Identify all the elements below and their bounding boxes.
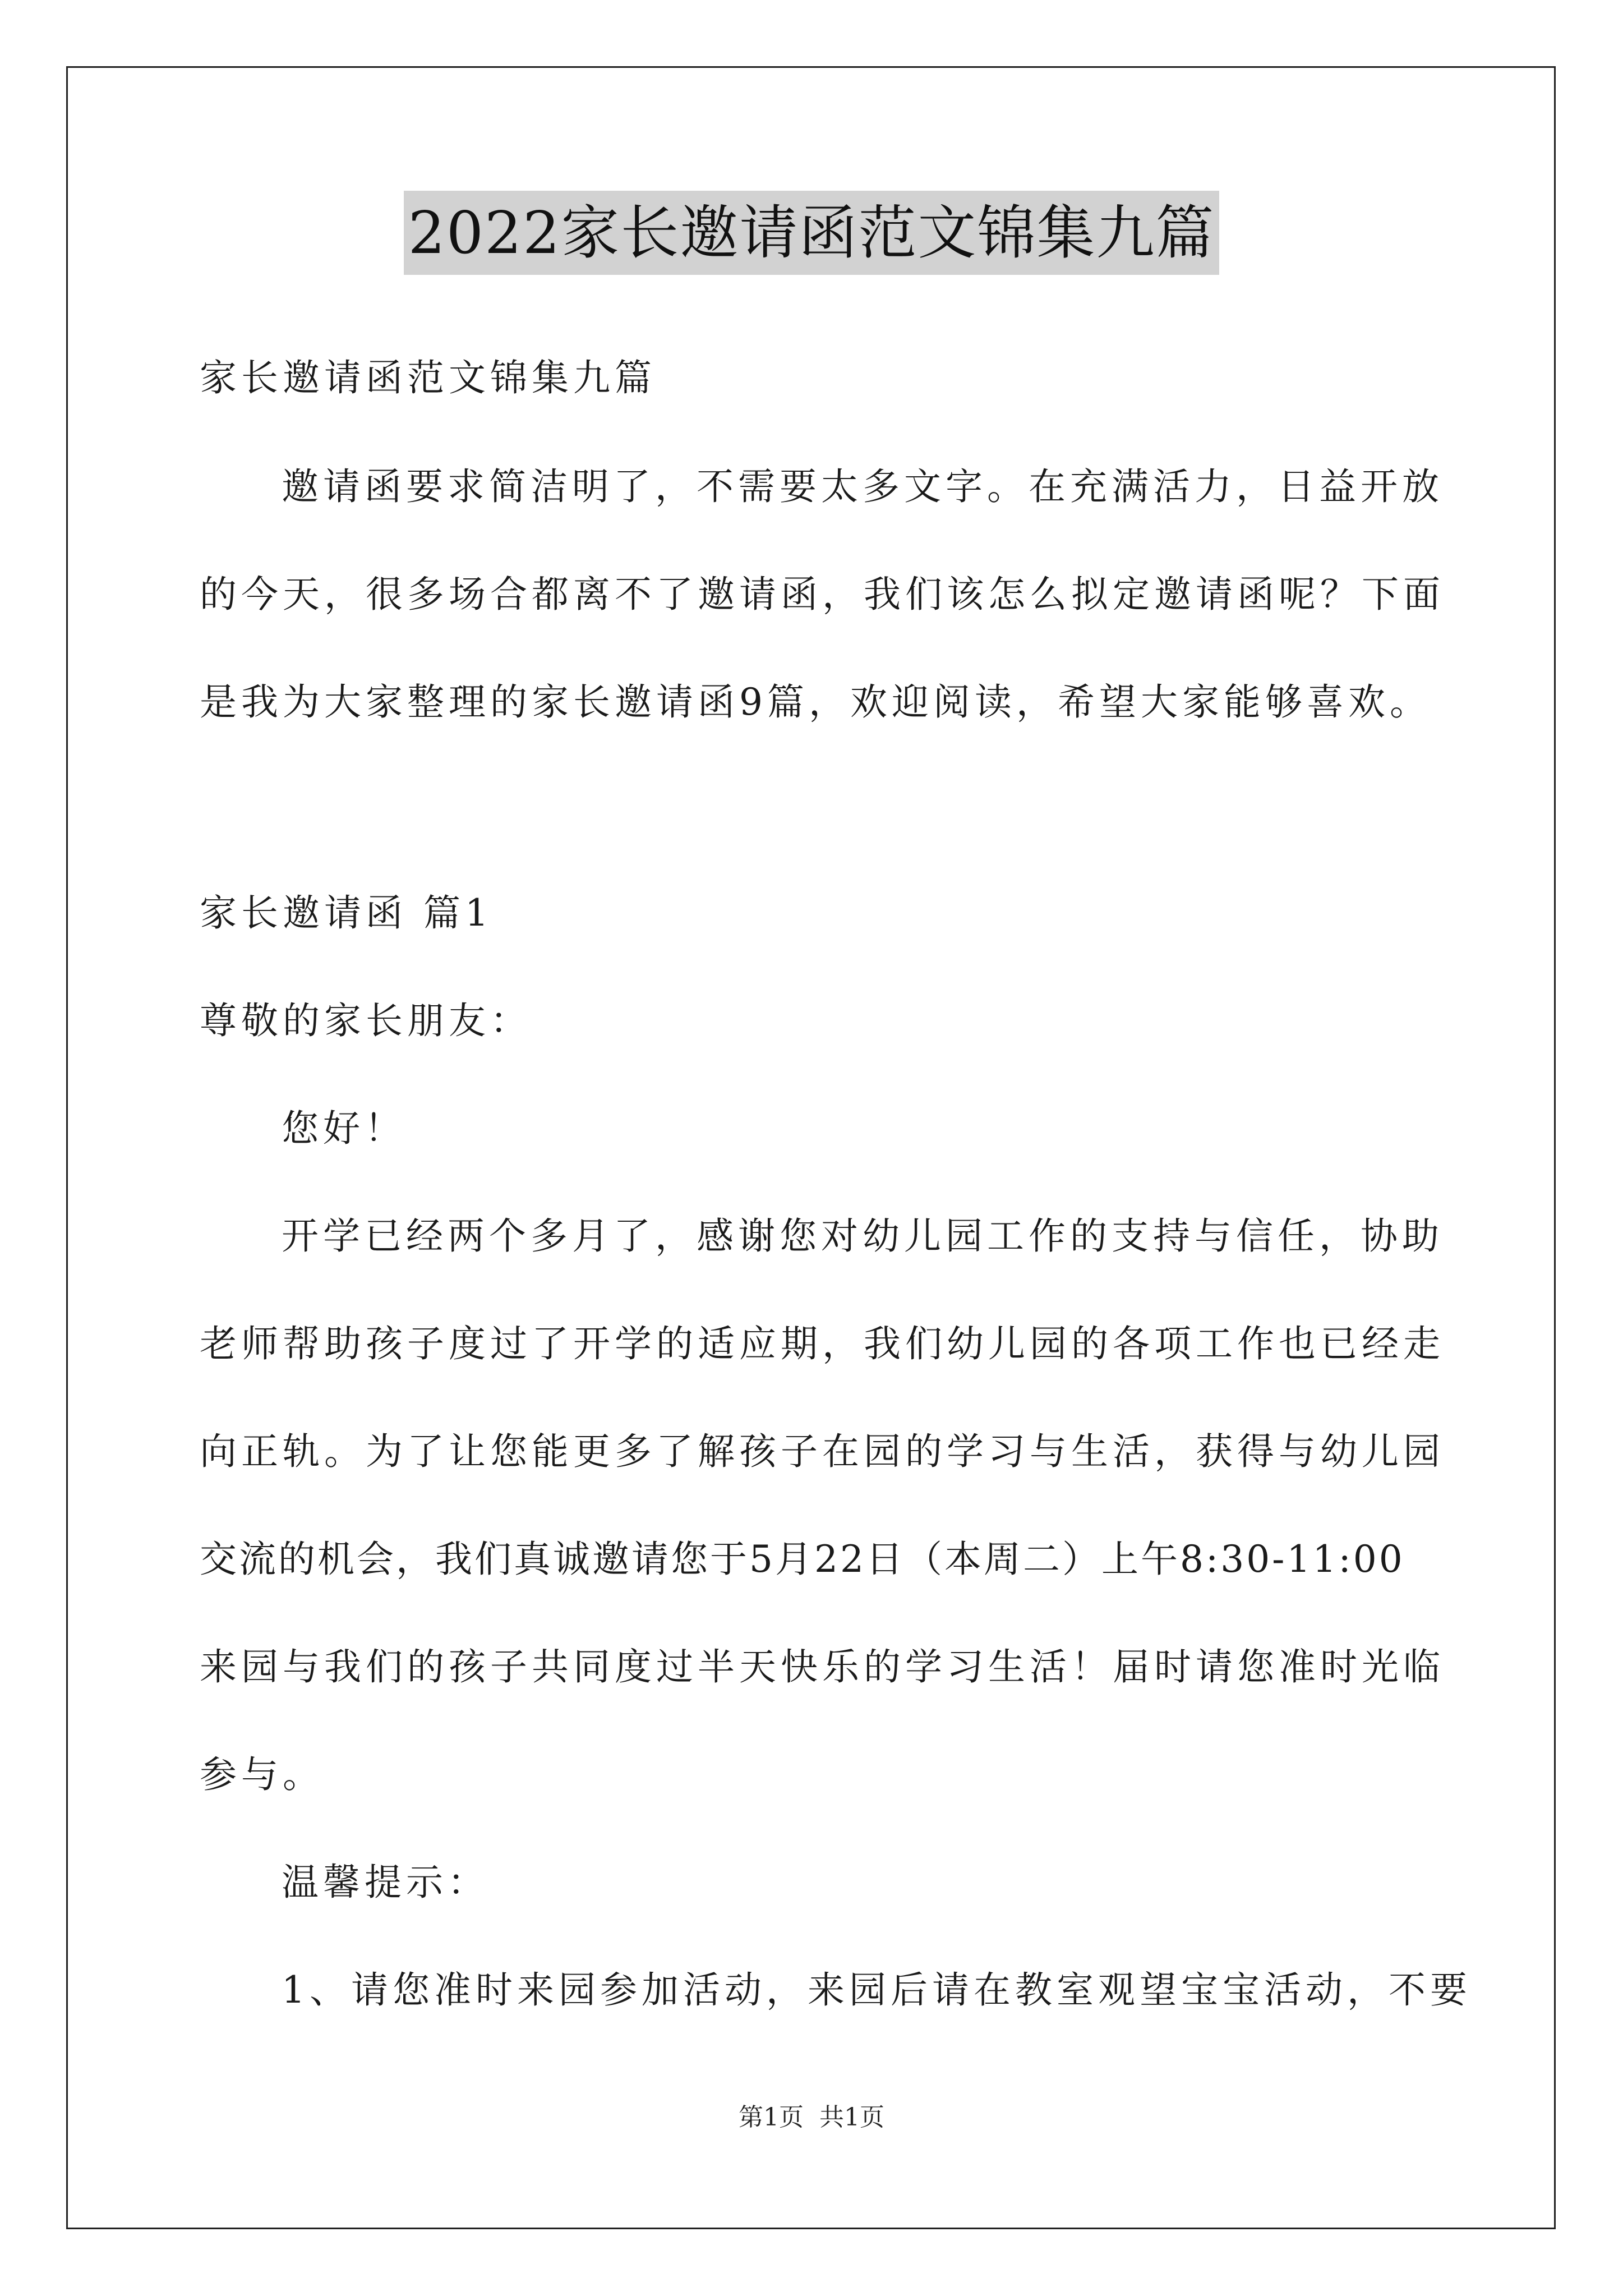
document-subtitle: 家长邀请函范文锦集九篇 [200, 356, 656, 399]
salutation: 尊敬的家长朋友： [200, 999, 532, 1042]
title-container [0, 191, 1623, 275]
section-heading: 家长邀请函 篇1 [200, 891, 493, 935]
intro-line-3: 是我为大家整理的家长邀请函9篇，欢迎阅读，希望大家能够喜欢。 [200, 680, 1431, 724]
body-line-1: 开学已经两个多月了，感谢您对幼儿园工作的支持与信任，协助 [282, 1214, 1444, 1258]
body-line-3: 向正轨。为了让您能更多了解孩子在园的学习与生活，获得与幼儿园 [200, 1430, 1445, 1473]
tip-item-1: 1、请您准时来园参加活动，来园后请在教室观望宝宝活动，不要 [282, 1968, 1472, 2012]
tips-heading: 温馨提示： [282, 1861, 489, 1904]
body-line-6: 参与。 [200, 1753, 324, 1796]
intro-line-1: 邀请函要求简洁明了，不需要太多文字。在充满活力，日益开放 [282, 465, 1444, 508]
body-line-2: 老师帮助孩子度过了开学的适应期，我们幼儿园的各项工作也已经走 [200, 1322, 1445, 1365]
page-number-current: 第1页 [739, 2103, 804, 2132]
page-footer [0, 2101, 1623, 2134]
body-line-4: 交流的机会，我们真诚邀请您于5月22日（本周二）上午8:30-11:00 [200, 1538, 1405, 1581]
intro-line-2: 的今天，很多场合都离不了邀请函，我们该怎么拟定邀请函呢？下面 [200, 573, 1445, 616]
page-number-total: 共1页 [819, 2103, 884, 2132]
document-title: 2022家长邀请函范文锦集九篇 [404, 191, 1220, 275]
body-line-5: 来园与我们的孩子共同度过半天快乐的学习生活！届时请您准时光临 [200, 1645, 1445, 1688]
greeting: 您好！ [282, 1107, 406, 1150]
